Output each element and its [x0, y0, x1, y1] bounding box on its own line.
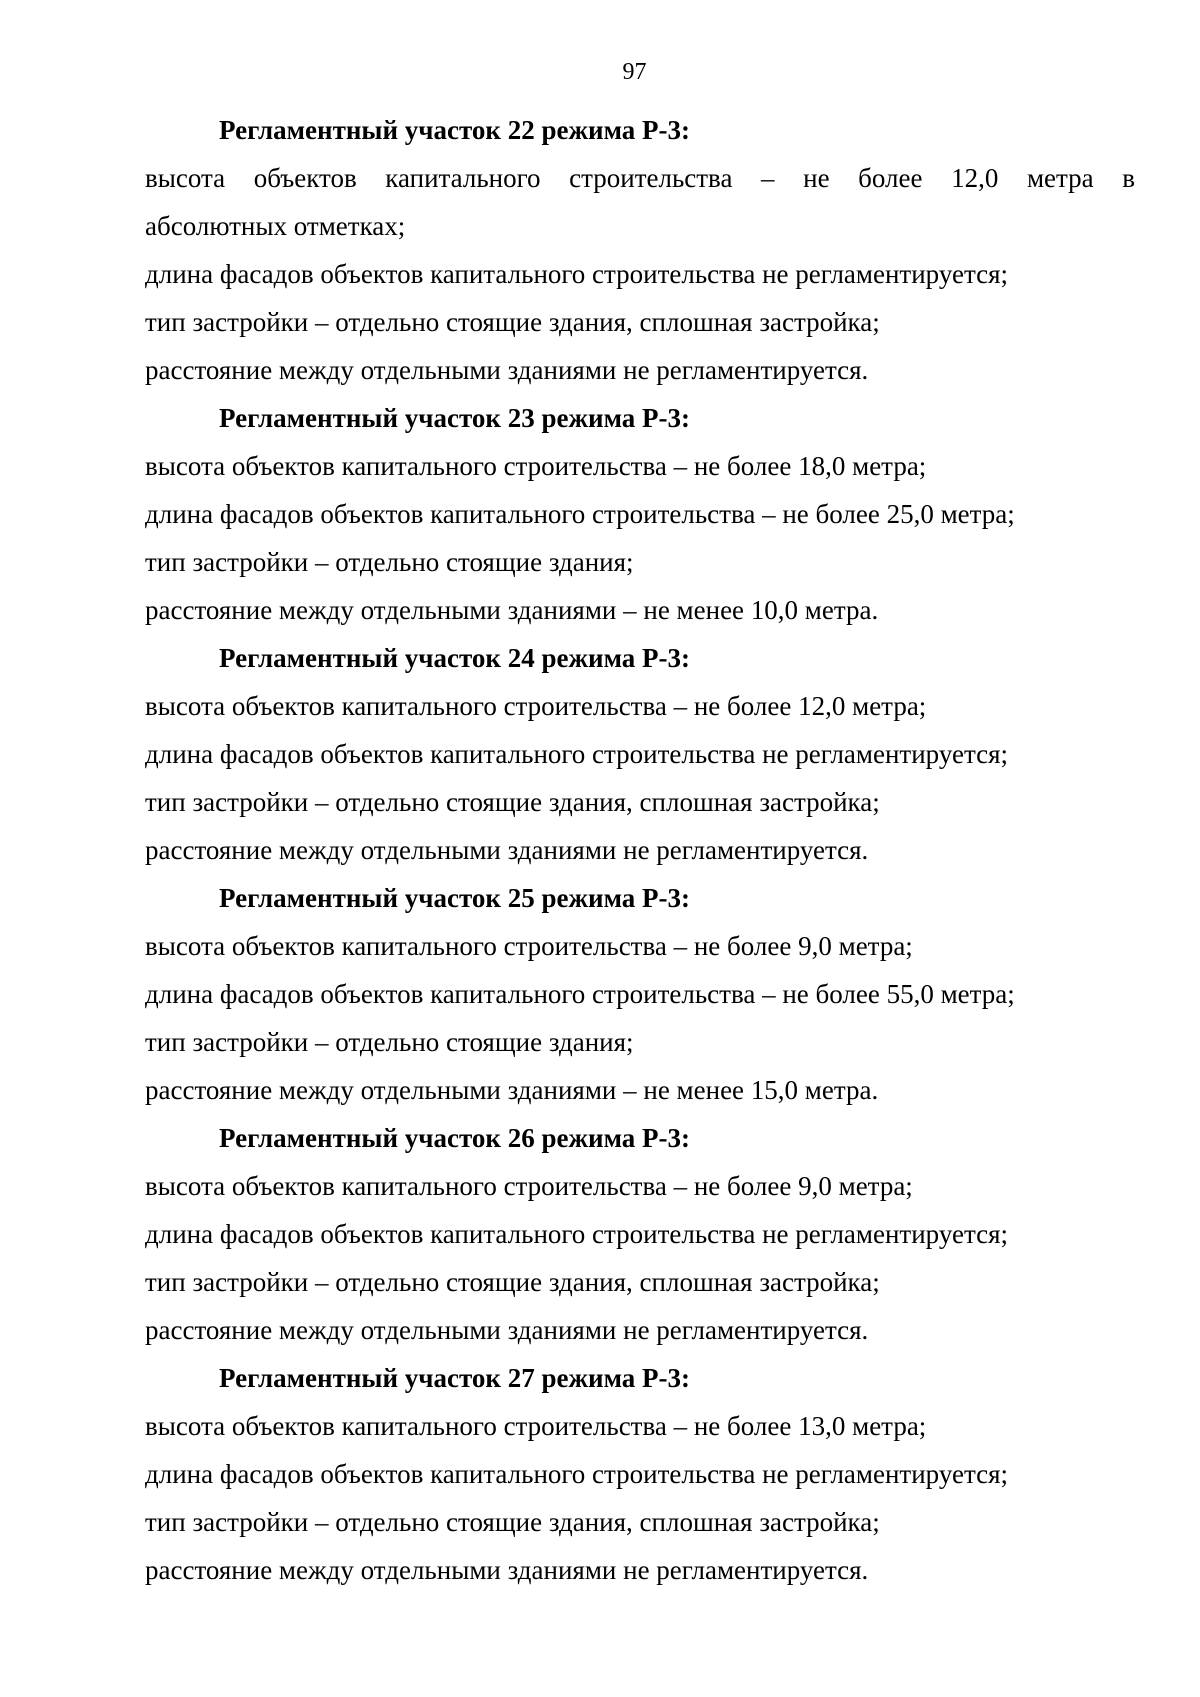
paragraph-line: расстояние между отдельными зданиями не регламентируется. — [145, 835, 869, 865]
paragraph-line: длина фасадов объектов капитального строительства не регламентируется; — [145, 1219, 1008, 1249]
page-number: 97 — [622, 59, 647, 85]
paragraph-line: длина фасадов объектов капитального строительства не регламентируется; — [145, 739, 1008, 769]
section-heading: Регламентный участок 22 режима Р-3: — [219, 115, 691, 145]
paragraph-line: расстояние между отдельными зданиями – не менее 15,0 метра. — [145, 1075, 879, 1105]
paragraph-line: тип застройки – отдельно стоящие здания; — [145, 547, 634, 577]
paragraph-line: высота объектов капитального строительства – не более 9,0 метра; — [145, 931, 913, 961]
paragraph-line: высота объектов капитального строительства – не более 9,0 метра; — [145, 1171, 913, 1201]
section-heading: Регламентный участок 24 режима Р-3: — [219, 643, 691, 673]
paragraph-line: расстояние между отдельными зданиями не регламентируется. — [145, 1555, 869, 1585]
section-heading: Регламентный участок 25 режима Р-3: — [219, 883, 691, 913]
paragraph-line: высота объектов капитального строительства – не более 12,0 метра в — [145, 163, 1135, 193]
paragraph-line: высота объектов капитального строительства – не более 18,0 метра; — [145, 451, 927, 481]
paragraph-line: тип застройки – отдельно стоящие здания, сплошная застройка; — [145, 1507, 880, 1537]
section-plot-24 — [145, 634, 1135, 874]
document-body — [145, 106, 1135, 1594]
paragraph-line: тип застройки – отдельно стоящие здания, сплошная застройка; — [145, 307, 880, 337]
section-plot-27 — [145, 1354, 1135, 1594]
paragraph-line: расстояние между отдельными зданиями не регламентируется. — [145, 355, 869, 385]
section-heading: Регламентный участок 26 режима Р-3: — [219, 1123, 691, 1153]
paragraph-line: тип застройки – отдельно стоящие здания; — [145, 1027, 634, 1057]
section-plot-26 — [145, 1114, 1135, 1354]
paragraph-line: расстояние между отдельными зданиями не регламентируется. — [145, 1315, 869, 1345]
paragraph-line: абсолютных отметках; — [145, 211, 406, 241]
section-plot-25 — [145, 874, 1135, 1114]
paragraph-line: высота объектов капитального строительства – не более 13,0 метра; — [145, 1411, 927, 1441]
paragraph-line: длина фасадов объектов капитального строительства – не более 55,0 метра; — [145, 979, 1015, 1009]
paragraph-line: длина фасадов объектов капитального строительства не регламентируется; — [145, 259, 1008, 289]
paragraph-line: длина фасадов объектов капитального строительства не регламентируется; — [145, 1459, 1008, 1489]
section-heading: Регламентный участок 27 режима Р-3: — [219, 1363, 691, 1393]
section-plot-22 — [145, 106, 1135, 394]
section-plot-23 — [145, 394, 1135, 634]
paragraph-line: тип застройки – отдельно стоящие здания, сплошная застройка; — [145, 1267, 880, 1297]
paragraph-line: длина фасадов объектов капитального строительства – не более 25,0 метра; — [145, 499, 1015, 529]
paragraph-line: расстояние между отдельными зданиями – не менее 10,0 метра. — [145, 595, 879, 625]
paragraph-line: высота объектов капитального строительства – не более 12,0 метра; — [145, 691, 927, 721]
paragraph-line: тип застройки – отдельно стоящие здания, сплошная застройка; — [145, 787, 880, 817]
section-heading: Регламентный участок 23 режима Р-3: — [219, 403, 691, 433]
